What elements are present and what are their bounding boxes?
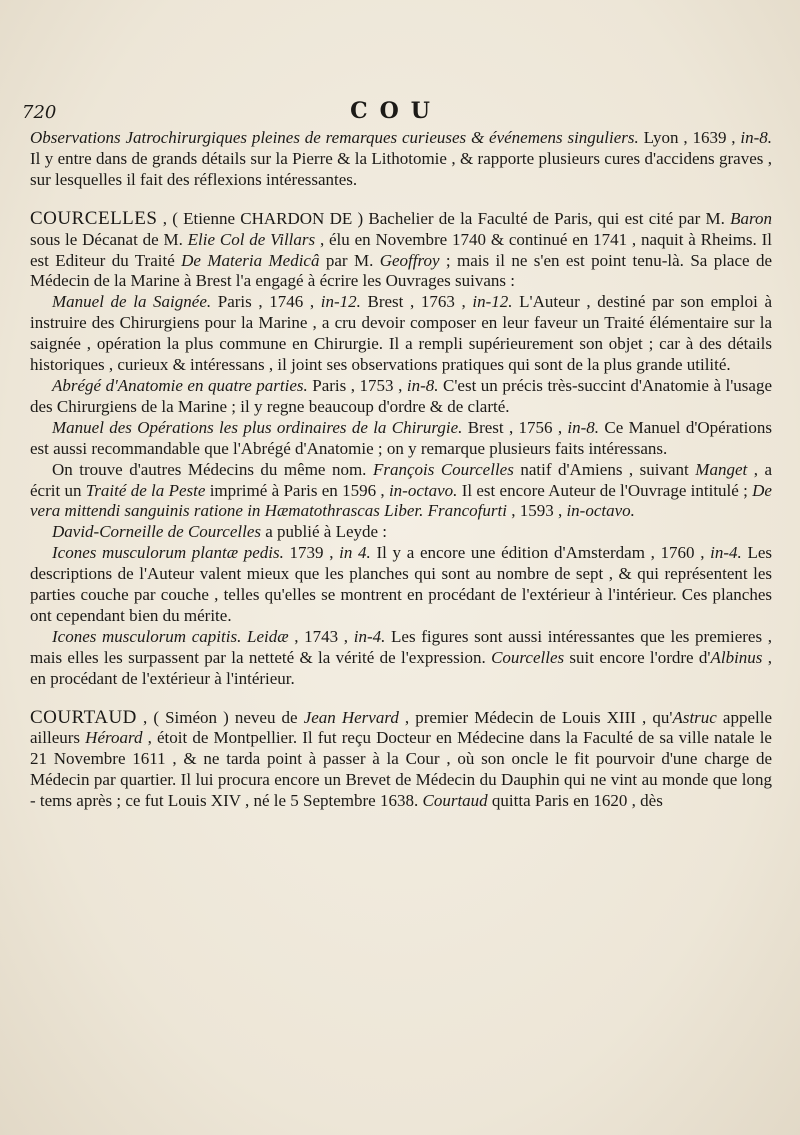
- italic-text: Courcelles: [491, 647, 565, 667]
- italic-text: in-4.: [710, 543, 742, 563]
- italic-text: Jean Hervard: [303, 707, 399, 727]
- text-run: C'est un précis très-succint d'Anatomie à l'usage des Chirurgiens de la Marine ; il y regne beaucoup d'ordre & de clarté.: [30, 375, 773, 416]
- italic-text: Icones musculorum capitis. Leidæ: [52, 626, 289, 646]
- page-number: 720: [22, 102, 57, 123]
- text-run: Paris , 1753 ,: [307, 375, 407, 395]
- text-run: a publié à Leyde :: [261, 522, 388, 542]
- paragraph-courcelles-1: [30, 209, 772, 293]
- italic-text: François Courcelles: [372, 459, 514, 479]
- italic-text: Icones musculorum plantæ pedis.: [52, 543, 284, 563]
- text-run: , en procédant de l'extérieur à l'intérieur.: [30, 647, 772, 688]
- text-run: Lyon , 1639 ,: [638, 128, 741, 147]
- italic-text: Albinus: [710, 647, 763, 667]
- paragraph-courcelles-5: [30, 460, 772, 523]
- page-header: [22, 98, 770, 128]
- paragraph-courcelles-3: [30, 376, 772, 418]
- text-run: Il y entre dans de grands détails sur la Pierre & la Lithotomie , & rapporte plusieurs cures d'accidens graves , sur lesquelles il fait des réflexions intéressantes.: [30, 148, 772, 189]
- text-run: Les figures sont aussi intéressantes que les premieres , mais elles les surpassent par la netteté & la vérité de l'expression.: [30, 626, 772, 667]
- italic-text: in 4.: [339, 543, 371, 563]
- italic-text: Abrégé d'Anatomie en quatre parties.: [52, 375, 308, 395]
- paragraph-obs-0: [30, 128, 772, 191]
- text-run: imprimé à Paris en 1596 ,: [205, 480, 389, 500]
- italic-text: Traité de la Peste: [85, 480, 206, 500]
- text-run: On trouve d'autres Médecins du même nom.: [52, 459, 373, 479]
- italic-text: Manget: [695, 459, 748, 479]
- italic-text: Manuel des Opérations les plus ordinaires de la Chirurgie.: [52, 417, 463, 437]
- italic-text: in-8.: [740, 128, 772, 147]
- italic-text: in-8.: [406, 375, 439, 395]
- italic-text: David-Corneille de Courcelles: [52, 522, 261, 542]
- italic-text: in-8.: [567, 417, 600, 437]
- italic-text: in-4.: [353, 626, 386, 646]
- italic-text: Astruc: [672, 707, 717, 727]
- text-run: Brest , 1756 ,: [462, 417, 568, 437]
- italic-text: in-12.: [320, 292, 361, 312]
- text-run: , ( Etienne CHARDON DE ) Bachelier de la Faculté de Paris, qui est cité par M.: [157, 208, 731, 228]
- italic-text: Manuel de la Saignée.: [52, 292, 212, 312]
- text-run: , étoit de Montpellier. Il fut reçu Docteur en Médecine dans la Faculté de sa ville natale le 21 Novembre 1611 , & ne tarda point à passer à la Cour , où son oncle le fit pourvoir d'une charge de Médecin par quartier. Il lui procura encore un Brevet de Médecin du Dauphin qui ne vint au monde que long - tems après ; ce fut Louis XIV , né le 5 Septembre 1638.: [30, 728, 772, 811]
- text-run: suit encore l'ordre d': [564, 647, 711, 667]
- text-run: L'Auteur , destiné par son emploi à instruire des Chirurgiens pour la Marine , a cru devoir composer en leur faveur un Traité élémentaire sur la saignée , opération la plus commune en Chirurgie. Il a rempli supérieurement son objet ; car à des détails historiques , curieux & intéressans , il joint ses observations pratiques qui sont de la plus grande utilité.: [30, 292, 773, 375]
- text-run: , a écrit un: [30, 459, 773, 500]
- italic-text: Baron: [730, 208, 772, 228]
- paragraph-courcelles-2: [30, 292, 772, 376]
- italic-text: in-octavo.: [388, 480, 458, 500]
- italic-text: in-12.: [472, 292, 513, 312]
- text-run: , premier Médecin de Louis XIII , qu': [398, 707, 673, 727]
- entry-name: COURCELLES: [30, 207, 158, 229]
- text-run: Il est encore Auteur de l'Ouvrage intitulé ;: [457, 480, 753, 500]
- text-run: Ce Manuel d'Opérations est aussi recommandable que l'Abrégé d'Anatomie ; on y remarque plusieurs faits intéressans.: [30, 417, 772, 458]
- paragraph-courtaud-1: [30, 708, 772, 813]
- italic-text: Héroard: [85, 728, 143, 748]
- text-run: natif d'Amiens , suivant: [513, 459, 696, 479]
- text-run: , ( Siméon ) neveu de: [136, 707, 304, 727]
- text-run: Brest , 1763 ,: [360, 292, 473, 312]
- text-run: Les descriptions de l'Auteur valent mieux que les planches qui sont au nombre de sept , & qui représentent les parties couche par couche , telles qu'elles se montrent en procédant de l'extérieur à l'intérieur. Ces planches ont cependant bien du mérite.: [30, 543, 772, 625]
- text-run: Il y a encore une édition d'Amsterdam , 1760 ,: [370, 543, 711, 563]
- paragraph-courcelles-8: [30, 627, 772, 690]
- text-run: 1739 ,: [283, 543, 340, 563]
- text-run: ; mais il ne s'en est point tenu-là. Sa place de Médecin de la Marine à Brest l'a engagé à écrire les Ouvrages suivans :: [30, 250, 772, 291]
- text-run: Paris , 1746 ,: [211, 292, 321, 312]
- text-run: quitta Paris en 1620 , dès: [487, 791, 663, 811]
- italic-text: Elie Col de Villars: [187, 229, 316, 249]
- italic-text: De vera mittendi sanguinis ratione in Hæmatothrascas Liber. Francofurti: [30, 480, 772, 521]
- italic-text: Courtaud: [422, 791, 488, 811]
- italic-text: in-octavo.: [566, 501, 635, 521]
- paragraph-courcelles-7: [30, 543, 772, 627]
- text-run: sous le Décanat de M.: [30, 229, 188, 249]
- italic-text: De Materia Medicâ: [181, 250, 320, 270]
- italic-text: Observations Jatrochirurgiques pleines de remarques curieuses & événemens singuliers.: [30, 128, 639, 147]
- paragraph-courcelles-4: [30, 418, 772, 460]
- paragraph-courcelles-6: [30, 522, 772, 543]
- text-run: , 1743 ,: [288, 626, 354, 646]
- entry-name: COURTAUD: [30, 706, 137, 728]
- body-text: [30, 128, 772, 812]
- text-run: , 1593 ,: [506, 501, 567, 521]
- running-head: COU: [350, 98, 442, 124]
- italic-text: Geoffroy: [379, 250, 440, 270]
- text-run: appelle ailleurs: [30, 707, 773, 748]
- text-run: par M.: [319, 250, 380, 270]
- text-run: , élu en Novembre 1740 & continué en 1741 , naquit à Rheims. Il est Editeur du Traité: [30, 229, 772, 270]
